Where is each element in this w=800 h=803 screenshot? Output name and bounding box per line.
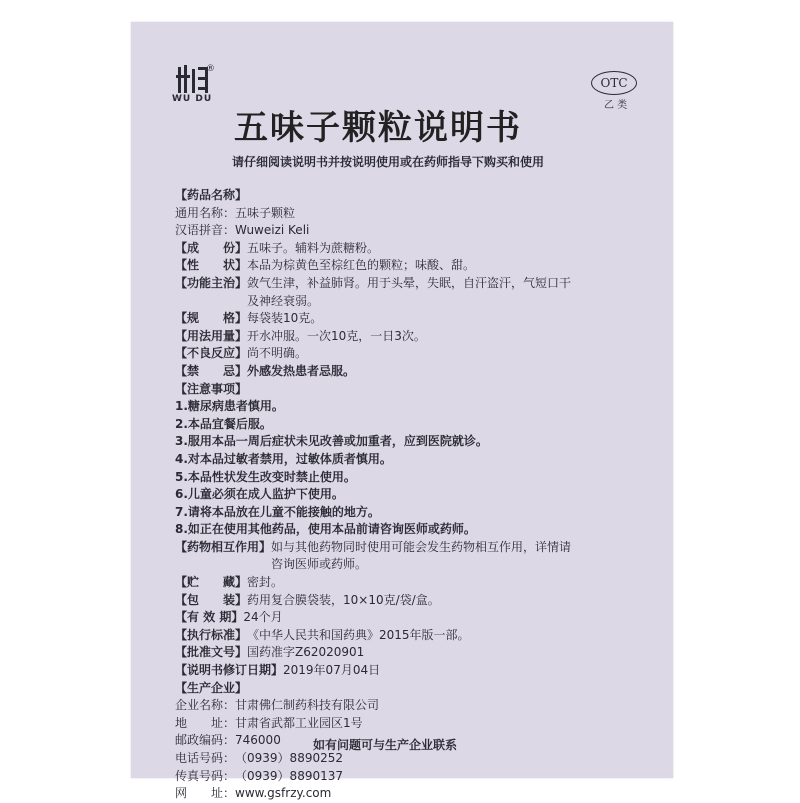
- common-name-row: 通用名称： 五味子颗粒: [175, 205, 296, 220]
- drug-name-header: 【药品名称】: [175, 188, 248, 202]
- package-row: 【包 装】 药用复合膜袋装，10×10克/袋/盒。: [175, 592, 440, 607]
- precaution-item: 3.服用本品一周后症状未见改善或加重者，应到医院就诊。: [175, 434, 488, 449]
- page-title: 五味子颗粒说明书: [234, 108, 522, 148]
- postcode-row: 邮政编码： 746000: [175, 733, 281, 748]
- precaution-item: 6.儿童必须在成人监护下使用。: [175, 487, 344, 502]
- web-row: 网 址： www.gsfrzy.com: [175, 786, 332, 801]
- brand-name: WU DU: [172, 94, 213, 104]
- spec-row: 【规 格】 每袋装10克。: [175, 311, 323, 326]
- precautions-header: 【注意事项】: [175, 381, 248, 396]
- instruction-body: [175, 187, 645, 803]
- phone-row: 电话号码： （0939）8890252: [175, 751, 343, 765]
- otc-class: 乙 类: [604, 100, 628, 111]
- precaution-item: 4.对本品过敏者禁用，过敏体质者慎用。: [175, 451, 392, 466]
- pinyin-row: 汉语拼音： Wuweizi Keli: [175, 223, 310, 238]
- otc-badge: OTC: [591, 71, 637, 95]
- fax-row: 传真号码： （0939）8890137: [175, 768, 343, 783]
- adverse-row: 【不良反应】 尚不明确。: [175, 346, 308, 361]
- contra-row: 【禁 忌】 外感发热患者忌服。: [175, 363, 356, 378]
- validity-row: 【有 效 期】 24个月: [175, 610, 283, 625]
- precaution-item: 2.本品宜餐后服。: [175, 416, 272, 431]
- manufacturer-header: 【生产企业】: [175, 680, 248, 695]
- address-row: 地 址： 甘肃省武都工业园区1号: [175, 715, 363, 730]
- footer-note: 如有问题可与生产企业联系: [313, 738, 458, 752]
- precaution-item: 7.请将本品放在儿童不能接触的地方。: [175, 504, 380, 519]
- storage-row: 【贮 藏】 密封。: [175, 575, 284, 590]
- page-subtitle: 请仔细阅读说明书并按说明使用或在药师指导下购买和使用: [232, 155, 545, 169]
- ingredients-row: 【成 份】 五味子。辅料为蔗糖粉。: [175, 240, 380, 255]
- usage-row: 【用法用量】 开水冲服。一次10克，一日3次。: [175, 328, 426, 343]
- revision-row: 【说明书修订日期】 2019年07月04日: [175, 663, 381, 678]
- registered-mark: ®: [206, 64, 215, 74]
- precaution-item: 8.如正在使用其他药品，使用本品前请咨询医师或药师。: [175, 522, 476, 537]
- precaution-item: 5.本品性状发生改变时禁止使用。: [175, 469, 356, 484]
- precaution-item: 1.糖尿病患者慎用。: [175, 399, 284, 414]
- interaction-row: 【药物相互作用】 如与其他药物同时使用可能会发生药物相互作用，详情请 咨询医师或药师。: [175, 539, 572, 572]
- indications-row: 【功能主治】 敛气生津，补益肺肾。用于头晕，失眠，自汗盗汗，气短口干 及神经衰弱。: [175, 275, 572, 308]
- properties-row: 【性 状】 本品为棕黄色至棕红色的颗粒；味酸、甜。: [175, 258, 476, 273]
- company-row: 企业名称： 甘肃佛仁制药科技有限公司: [175, 698, 380, 713]
- standard-row: 【执行标准】 《中华人民共和国药典》2015年版一部。: [175, 627, 470, 642]
- approval-row: 【批准文号】 国药准字Z62020901: [175, 645, 365, 660]
